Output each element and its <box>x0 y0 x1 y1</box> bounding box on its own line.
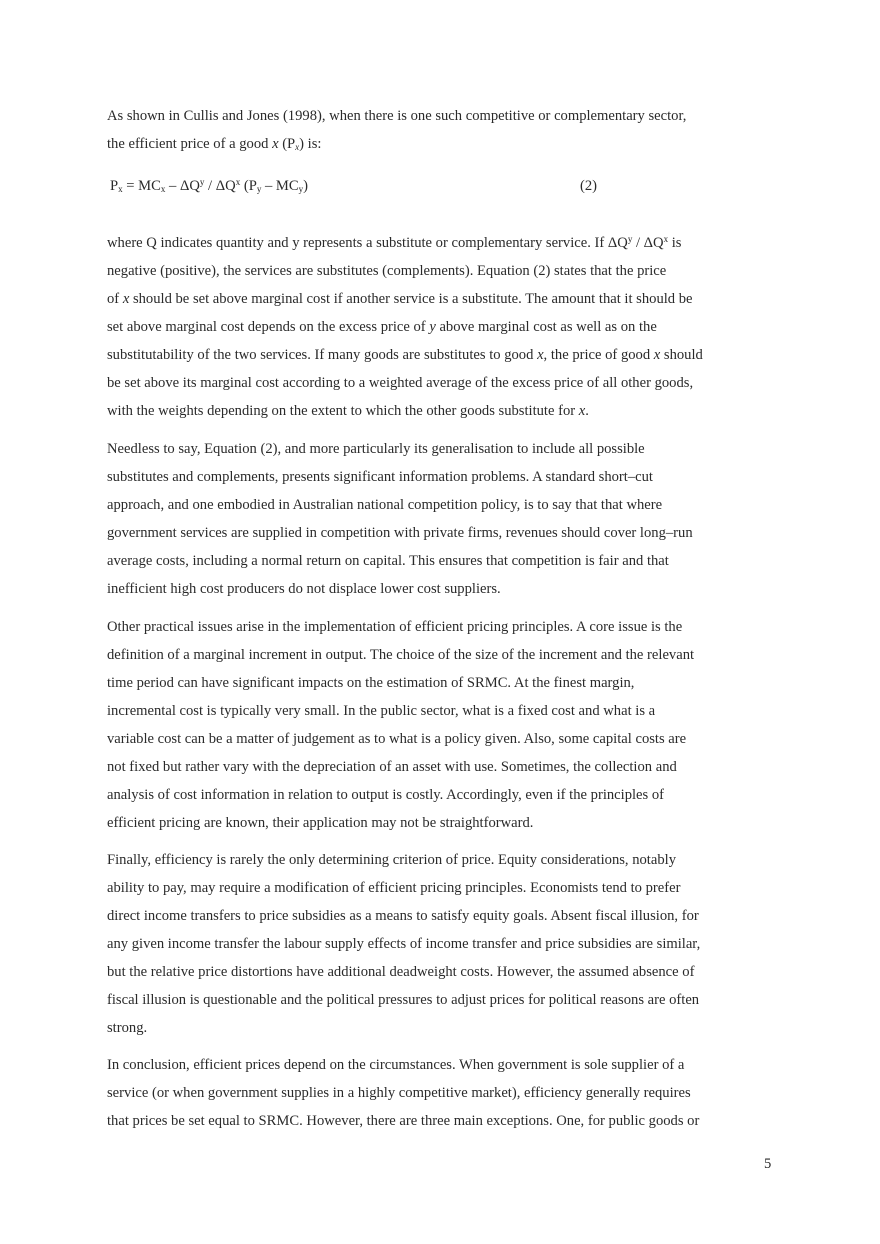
text-line: fiscal illusion is questionable and the political pressures to adjust prices for political reasons are often <box>107 992 700 1008</box>
text-line: any given income transfer the labour supply effects of income transfer and price subsidies are similar, <box>107 936 701 952</box>
text-line: approach, and one embodied in Australian national competition policy, is to say that that where <box>107 497 663 513</box>
text-line: negative (positive), the services are substitutes (complements). Equation (2) states that the price <box>107 263 667 279</box>
equation-2: $P_x = MC_x - \Delta Q^y / \Delta Q^x$ $(P_y - MC_y)$ <box>110 177 308 194</box>
text-line: average costs, including a normal return on capital. This ensures that competition is fair and that <box>107 553 669 569</box>
text-line: service (or when government supplies in a highly competitive market), efficiency generally requires <box>107 1085 691 1101</box>
text-line: set above marginal cost depends on the excess price of y above marginal cost as well as on the <box>107 319 657 335</box>
text-line: strong. <box>107 1020 148 1036</box>
text-line: but the relative price distortions have additional deadweight costs. However, the assumed absence of <box>107 964 695 980</box>
text-line: incremental cost is typically very small. In the public sector, what is a fixed cost and what is a <box>107 703 656 719</box>
text-line: variable cost can be a matter of judgement as to what is a policy given. Also, some capital costs are <box>107 731 687 747</box>
text-line: Other practical issues arise in the implementation of efficient pricing principles. A core issue is the <box>107 619 683 635</box>
text-line: Needless to say, Equation (2), and more particularly its generalisation to include all possible <box>107 441 645 457</box>
text-line: with the weights depending on the extent to which the other goods substitute for x. <box>107 403 589 419</box>
equation-number: (2) <box>580 178 598 194</box>
text-line: time period can have significant impacts on the estimation of SRMC. At the finest margin, <box>107 675 635 691</box>
text-line: substitutes and complements, presents significant information problems. A standard short–cut <box>107 469 653 485</box>
text-line: ability to pay, may require a modification of efficient pricing principles. Economists tend to prefer <box>107 880 681 896</box>
page-number: 5 <box>764 1156 772 1172</box>
text-line: Finally, efficiency is rarely the only determining criterion of price. Equity considerations, notably <box>107 852 676 868</box>
text-line: definition of a marginal increment in output. The choice of the size of the increment and the relevant <box>107 647 695 663</box>
text-line: not fixed but rather vary with the depreciation of an asset with use. Sometimes, the collection and <box>107 759 677 775</box>
text-line: efficient pricing are known, their application may not be straightforward. <box>107 815 534 831</box>
text-line: government services are supplied in competition with private firms, revenues should cover long–run <box>107 525 693 541</box>
text-line: In conclusion, efficient prices depend on the circumstances. When government is sole supplier of a <box>107 1057 685 1073</box>
text-line: that prices be set equal to SRMC. However, there are three main exceptions. One, for public goods or <box>107 1113 700 1129</box>
text-line: As shown in Cullis and Jones (1998), when there is one such competitive or complementary sector, <box>107 108 687 124</box>
text-line: the efficient price of a good x $(P_x)$ is: <box>107 136 322 152</box>
text-line: inefficient high cost producers do not displace lower cost suppliers. <box>107 581 501 597</box>
text-line: analysis of cost information in relation to output is costly. Accordingly, even if the principles of <box>107 787 665 803</box>
text-line: substitutability of the two services. If many goods are substitutes to good x, the price of good x should <box>107 347 703 363</box>
text-line: where Q indicates quantity and y represents a substitute or complementary service. If $\Delta Q^y / \Delta Q^x$ is <box>107 234 682 251</box>
text-line: be set above its marginal cost according to a weighted average of the excess price of all other goods, <box>107 375 694 391</box>
text-line: of x should be set above marginal cost if another service is a substitute. The amount that it should be <box>107 291 693 307</box>
text-line: direct income transfers to price subsidies as a means to satisfy equity goals. Absent fiscal illusion, for <box>107 908 699 924</box>
